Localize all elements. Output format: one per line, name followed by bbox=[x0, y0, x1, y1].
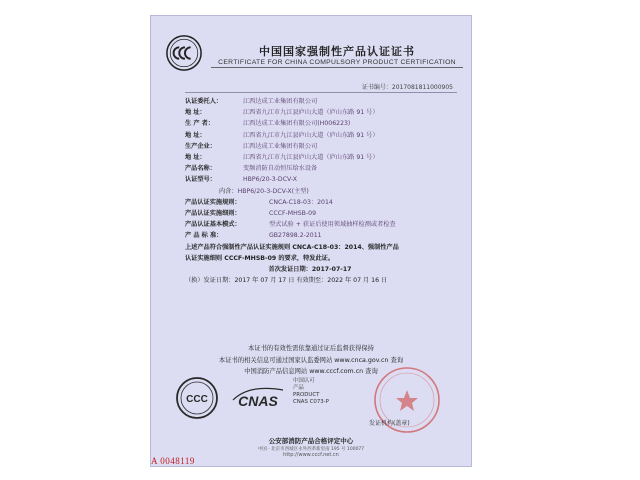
field-label: 认证型号： bbox=[185, 176, 216, 184]
model-included-prefix: 内含： bbox=[219, 187, 238, 195]
field-value: CCCF-MHSB-09 bbox=[269, 210, 317, 218]
cnas-desc-line: PRODUCT bbox=[293, 392, 320, 398]
cnas-logo-icon bbox=[229, 382, 287, 412]
notice-line: 本证书的相关信息可通过国家认监委网站 www.cnca.gov.cn 查询 bbox=[218, 356, 404, 364]
header-divider bbox=[185, 92, 457, 93]
certificate-number: 证书编号：2017081811000905 bbox=[361, 84, 453, 91]
ccc-logo-icon bbox=[165, 34, 203, 72]
field-value: 江西达成工业集团有限公司 bbox=[243, 142, 318, 150]
cnas-desc-line: CNAS C073-P bbox=[293, 399, 329, 405]
field-value: 江西省九江市九江县庐山大道（庐山东路 91 号） bbox=[243, 131, 379, 139]
field-value: 江西达成工业集团有限公司 bbox=[243, 98, 318, 105]
field-label: 产品名称： bbox=[185, 165, 216, 173]
field-row bbox=[185, 208, 465, 219]
field-label: 地 址： bbox=[185, 154, 206, 162]
field-row bbox=[185, 197, 465, 208]
field-label: 生 产 者： bbox=[185, 120, 215, 128]
field-label: 产 品 标 准： bbox=[185, 232, 223, 240]
field-label: 认证委托人： bbox=[185, 98, 223, 105]
certificate-title-english: CERTIFICATE FOR CHINA COMPULSORY PRODUCT CERTIFICATION bbox=[218, 59, 456, 66]
field-label: 地 址： bbox=[185, 131, 206, 139]
field-row bbox=[185, 174, 465, 185]
issuer-footer bbox=[161, 436, 461, 458]
certificate-fields bbox=[185, 96, 465, 286]
cnas-logo-text: CNAS bbox=[238, 393, 278, 409]
field-value: GB27898.2-2011 bbox=[269, 232, 322, 240]
field-row bbox=[185, 96, 465, 107]
field-row bbox=[185, 141, 465, 152]
field-row bbox=[185, 107, 465, 118]
field-label: 产品认证实施规则： bbox=[185, 198, 241, 206]
ccc-mark-icon bbox=[175, 376, 219, 420]
notice-line: 本证书的有效性需依靠通过证后监督获得保持 bbox=[248, 345, 374, 352]
field-label: 生产企业： bbox=[185, 142, 216, 150]
logo-area bbox=[173, 374, 463, 426]
cnas-desc-line: 产品 bbox=[293, 385, 304, 391]
validity-dates: （换）发证日期：2017 年 07 月 17 日 有效期至：2022 年 07 月 16 日 bbox=[185, 277, 388, 285]
field-value: CNCA-C18-03：2014 bbox=[269, 198, 333, 206]
field-label: 产品认证基本模式： bbox=[185, 221, 241, 229]
field-value: 江西省九江市九江县庐山大道（庐山东路 91 号） bbox=[243, 109, 379, 117]
certificate-paper bbox=[150, 15, 472, 467]
field-row bbox=[185, 118, 465, 129]
notice-line: 中国消防产品信息网站 www.cccf.com.cn 查询 bbox=[244, 368, 378, 375]
serial-number: A 0048119 bbox=[151, 456, 195, 466]
field-label: 地 址： bbox=[185, 109, 206, 117]
issuer-name: 公安部消防产品合格评定中心 bbox=[268, 437, 354, 445]
field-value: 江西达成工业集团有限公司(H006223) bbox=[243, 120, 351, 128]
issuer-website: http://www.cccf.net.cn bbox=[283, 452, 339, 458]
field-row bbox=[185, 163, 465, 174]
statement-line: 上述产品符合强制性产品认证实施规则 CNCA-C18-03：2014、强制性产品 bbox=[185, 243, 399, 251]
model-included-row bbox=[185, 186, 465, 197]
field-row bbox=[185, 130, 465, 141]
statement-line: 认证实施细则 CCCF-MHSB-09 的要求，特发此证。 bbox=[185, 254, 335, 262]
cnas-description bbox=[293, 378, 329, 406]
field-label: 产品认证实施细则： bbox=[185, 210, 241, 218]
cnas-desc-line: 中国认可 bbox=[293, 378, 315, 384]
field-value: HBP6/20-3-DCV-X bbox=[243, 176, 298, 184]
field-value: 型式试验 + 获证后使用领域抽样检测或者检查 bbox=[269, 221, 396, 229]
issuer-address: 中国 · 北京市西城区永外西革新里南 195 号 100077 bbox=[257, 447, 365, 452]
certificate-title: 中国国家强制性产品认证证书 bbox=[259, 45, 415, 58]
field-value: 江西省九江市九江县庐山大道（庐山东路 91 号） bbox=[243, 154, 379, 162]
model-included-value: HBP6/20-3-DCV-X(主型) bbox=[237, 187, 309, 195]
first-issue-date: 首次发证日期：2017-07-17 bbox=[268, 266, 352, 274]
field-row bbox=[185, 152, 465, 163]
seal-caption: 发证机构(盖章) bbox=[369, 420, 410, 427]
field-row bbox=[185, 230, 465, 241]
field-row bbox=[185, 219, 465, 230]
ccc-mark-text: CCC bbox=[186, 394, 208, 405]
title-underline bbox=[211, 67, 463, 68]
field-value: 变频消防自动恒压给水设备 bbox=[243, 165, 318, 173]
